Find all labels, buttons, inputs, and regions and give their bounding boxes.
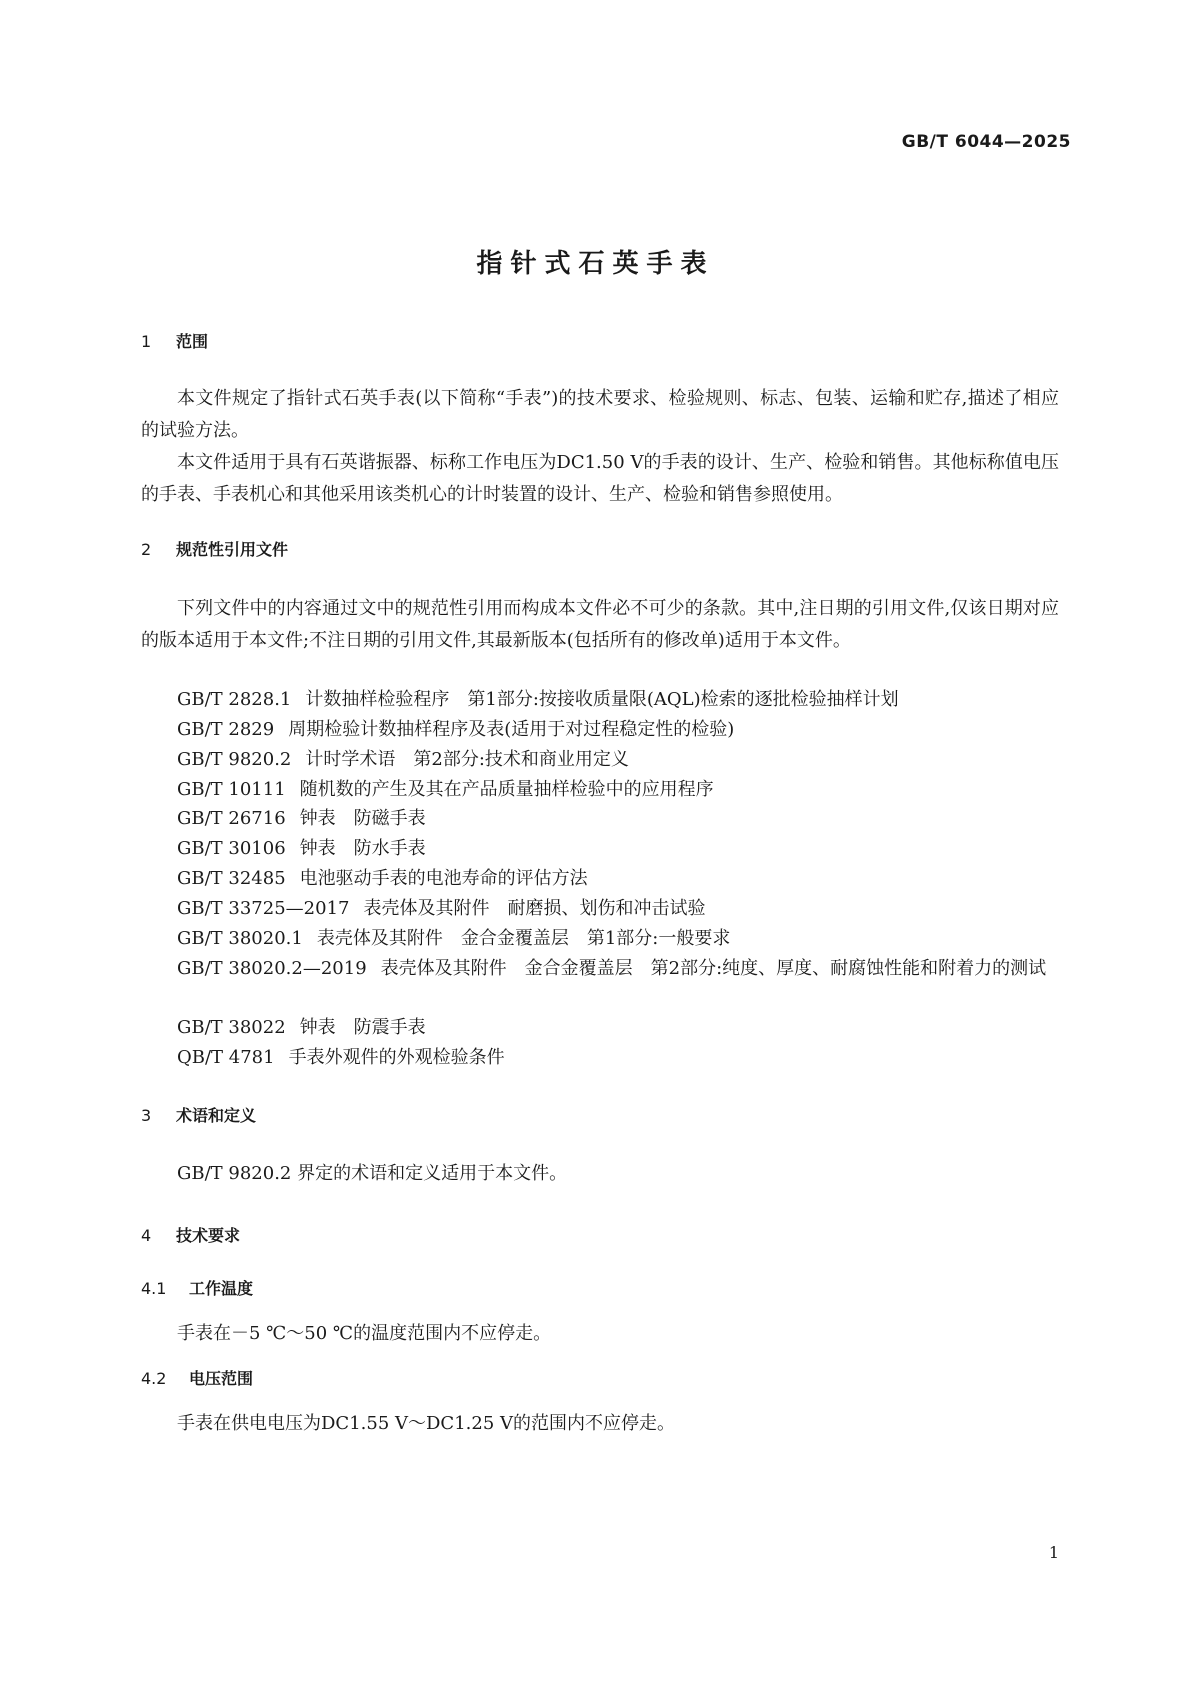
reference-title: 计数抽样检验程序 第1部分:按接收质量限(AQL)检索的逐批检验抽样计划 <box>305 689 899 710</box>
standard-code: GB/T 6044—2025 <box>901 132 1071 152</box>
section-title: 范围 <box>176 332 209 351</box>
reference-item <box>141 744 1059 776</box>
reference-title: 计时学术语 第2部分:技术和商业用定义 <box>305 749 629 770</box>
section-title: 技术要求 <box>176 1226 241 1245</box>
reference-item <box>141 774 1059 806</box>
section-heading-terms <box>141 1105 256 1127</box>
section-number: 4.2 <box>141 1369 167 1388</box>
reference-item <box>141 714 1059 746</box>
subsection-heading-operating-temperature <box>141 1278 253 1300</box>
reference-code: GB/T 38020.2—2019 <box>177 958 367 979</box>
reference-title: 表壳体及其附件 金合金覆盖层 第2部分:纯度、厚度、耐腐蚀性能和附着力的测试 <box>380 958 1047 979</box>
section-number: 1 <box>141 332 152 351</box>
reference-item <box>141 953 1059 985</box>
paragraph-references-intro: 下列文件中的内容通过文中的规范性引用而构成本文件必不可少的条款。其中,注日期的引用文件,仅该日期对应的版本适用于本文件;不注日期的引用文件,其最新版本(包括所有的修改单)适用于本文件。 <box>141 598 1059 651</box>
reference-code: GB/T 38022 <box>177 1017 286 1038</box>
reference-code: GB/T 26716 <box>177 808 286 829</box>
reference-item <box>141 803 1059 835</box>
reference-code: GB/T 2829 <box>177 719 275 740</box>
paragraph-voltage-range: 手表在供电电压为DC1.55 V～DC1.25 V的范围内不应停走。 <box>177 1413 676 1434</box>
document-title: 指针式石英手表 <box>476 249 715 279</box>
reference-item <box>141 1042 1059 1074</box>
reference-code: QB/T 4781 <box>177 1047 275 1068</box>
reference-item <box>141 863 1059 895</box>
reference-code: GB/T 30106 <box>177 838 286 859</box>
section-title: 规范性引用文件 <box>176 540 289 559</box>
section-number: 4 <box>141 1226 152 1245</box>
paragraph-terms: GB/T 9820.2 界定的术语和定义适用于本文件。 <box>177 1163 568 1184</box>
section-number: 3 <box>141 1106 152 1125</box>
section-title: 工作温度 <box>189 1279 254 1298</box>
reference-code: GB/T 38020.1 <box>177 928 303 949</box>
reference-title: 表壳体及其附件 金合金覆盖层 第1部分:一般要求 <box>316 928 731 949</box>
reference-title: 表壳体及其附件 耐磨损、划伤和冲击试验 <box>363 898 706 919</box>
reference-code: GB/T 9820.2 <box>177 749 292 770</box>
reference-item <box>141 893 1059 925</box>
reference-title: 钟表 防水手表 <box>299 838 426 859</box>
section-title: 术语和定义 <box>176 1106 257 1125</box>
page-number: 1 <box>1048 1543 1059 1562</box>
reference-item <box>141 833 1059 865</box>
reference-title: 电池驱动手表的电池寿命的评估方法 <box>299 868 588 889</box>
reference-item <box>141 923 1059 955</box>
paragraph-scope-1: 本文件规定了指针式石英手表(以下简称“手表”)的技术要求、检验规则、标志、包装、运输和贮存,描述了相应的试验方法。 <box>141 388 1059 441</box>
section-title: 电压范围 <box>189 1369 254 1388</box>
paragraph-scope-2: 本文件适用于具有石英谐振器、标称工作电压为DC1.50 V的手表的设计、生产、检验和销售。其他标称值电压的手表、手表机心和其他采用该类机心的计时装置的设计、生产、检验和销售参照使用。 <box>141 452 1059 505</box>
section-heading-technical-requirements <box>141 1225 240 1247</box>
section-heading-normative-references <box>141 539 288 561</box>
section-number: 4.1 <box>141 1279 167 1298</box>
subsection-heading-voltage-range <box>141 1368 253 1390</box>
reference-title: 周期检验计数抽样程序及表(适用于对过程稳定性的检验) <box>288 719 735 740</box>
reference-title: 钟表 防震手表 <box>299 1017 426 1038</box>
reference-title: 钟表 防磁手表 <box>299 808 426 829</box>
paragraph-operating-temperature: 手表在－5 ℃～50 ℃的温度范围内不应停走。 <box>177 1323 552 1344</box>
reference-title: 随机数的产生及其在产品质量抽样检验中的应用程序 <box>299 779 714 800</box>
section-number: 2 <box>141 540 152 559</box>
reference-code: GB/T 33725—2017 <box>177 898 350 919</box>
reference-code: GB/T 2828.1 <box>177 689 292 710</box>
reference-item <box>141 684 1059 716</box>
reference-code: GB/T 10111 <box>177 779 286 800</box>
reference-title: 手表外观件的外观检验条件 <box>288 1047 505 1068</box>
reference-code: GB/T 32485 <box>177 868 286 889</box>
reference-item <box>141 1012 1059 1044</box>
section-heading-scope <box>141 331 208 353</box>
